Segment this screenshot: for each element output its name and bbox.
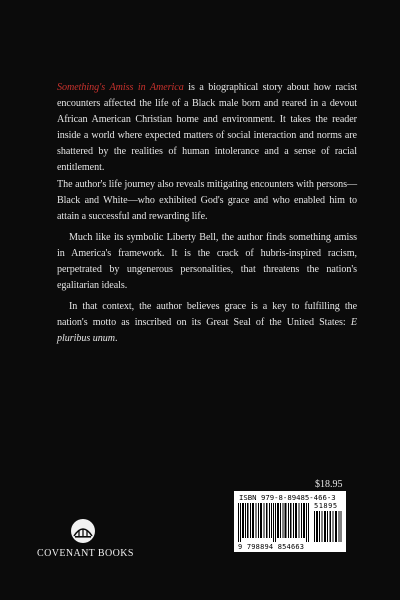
price-label: $18.95 [315, 479, 343, 490]
blurb-paragraph-4 [57, 299, 357, 347]
addon-digits: 51895 [314, 502, 338, 510]
motto: E pluribus unum [57, 317, 357, 345]
blurb-paragraph-1 [57, 80, 357, 177]
back-cover-blurb [57, 80, 357, 348]
publisher-name: COVENANT BOOKS [37, 548, 134, 559]
isbn-label: ISBN 979-8-89485-466-3 [239, 493, 336, 502]
blurb-paragraph-3: Much like its symbolic Liberty Bell, the author finds something amiss in America's framework. It is the crack of hubris-inspired racism, perpetrated by ungenerous personalities, that threatens the nation's egalitarian ideals. [57, 231, 357, 292]
blurb-p4-end: . [114, 333, 118, 345]
ean-digits: 9 798894 854663 [238, 543, 305, 551]
book-title: Something's Amiss in America [57, 82, 184, 93]
isbn-barcode [234, 491, 346, 552]
blurb-p4-text: In that context, the author believes grace is a key to fulfilling the nation's motto as inscribed on its Great Seal of the United States: [57, 301, 357, 329]
blurb-p1-text: is a biographical story about how racist encounters affected the life of a Black male born and reared in a devout African American Christian home and environment. It takes the reader inside a world where expected matters of social interaction and norms are shattered by the realities of human intolerance and a sense of racial entitlement. [57, 82, 357, 174]
bell-arch-logo-icon [70, 518, 96, 544]
addon-barcode-bars [314, 511, 342, 542]
ean-barcode-bars [238, 503, 310, 542]
blurb-paragraph-2: The author's life journey also reveals mitigating encounters with persons—Black and White—who exhibited God's grace and who enabled him to attain a successful and rewarding life. [57, 178, 357, 222]
